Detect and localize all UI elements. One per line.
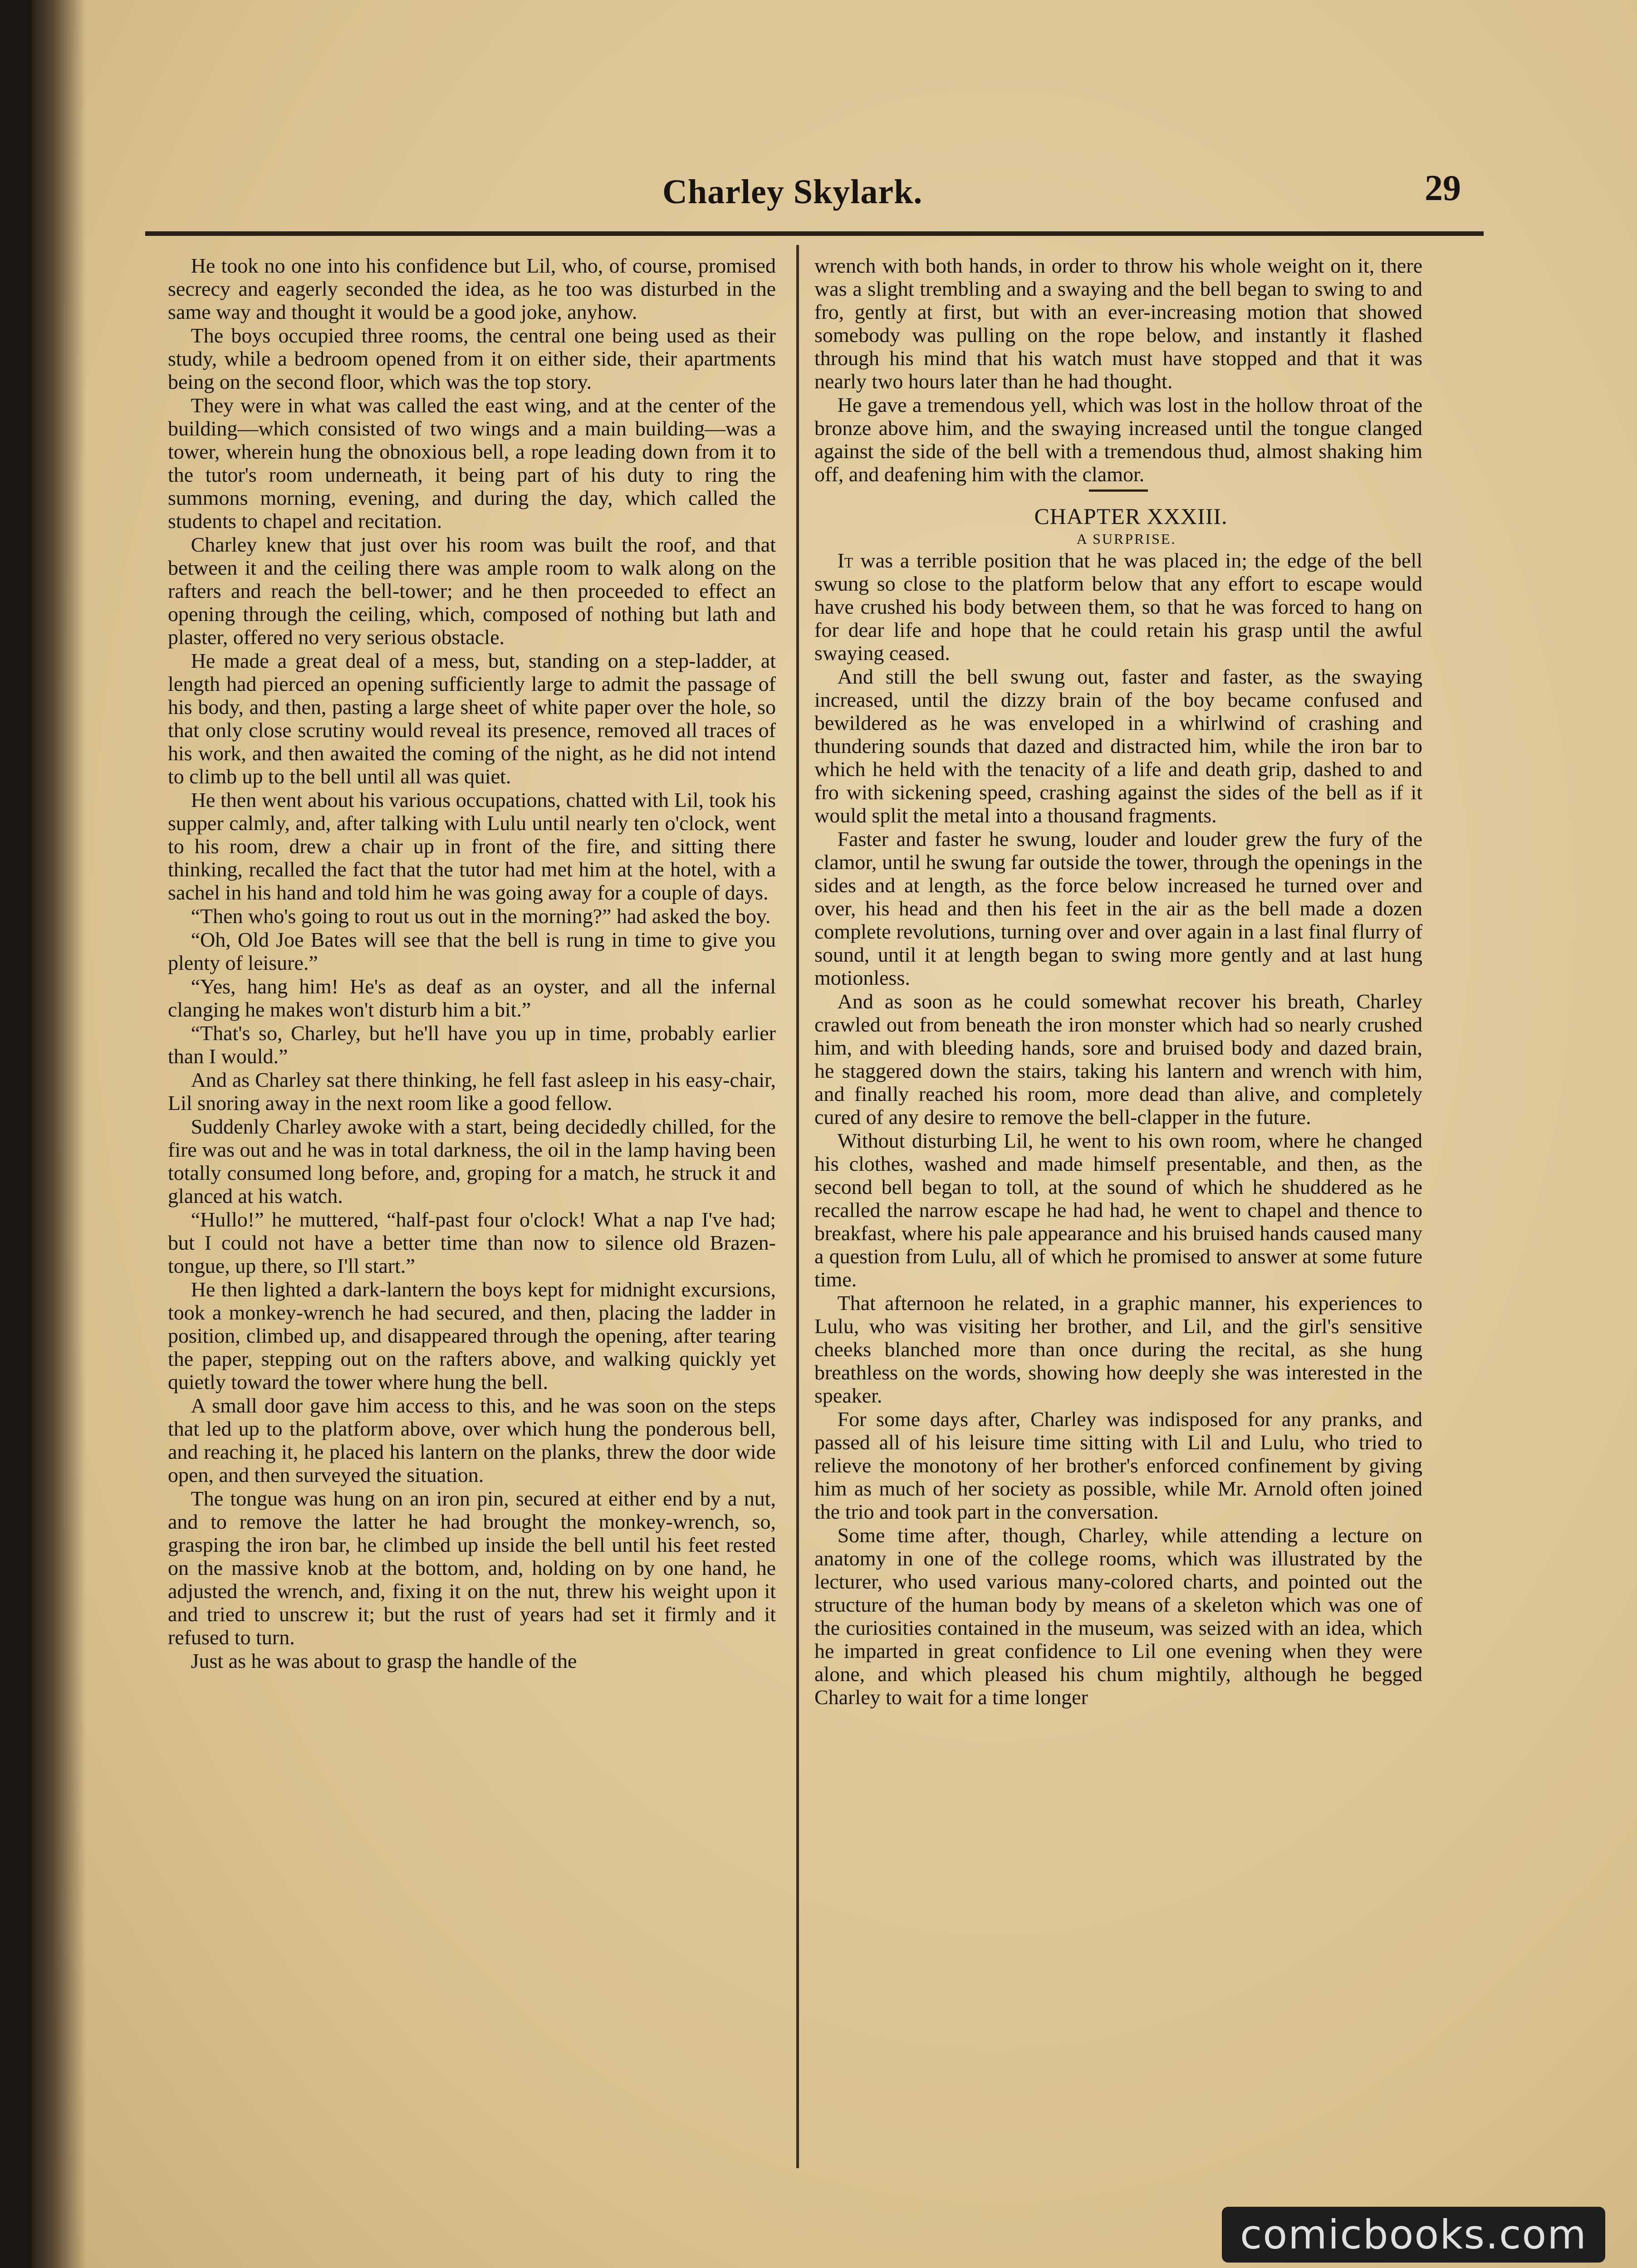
running-header (622, 168, 1529, 231)
paragraph: “Hullo!” he muttered, “half-past four o'clock! What a nap I've had; but I could not have a better time than now to silence old Brazen-tongue, up there, so I'll start.” (168, 1208, 776, 1277)
chapter-first-word: It (837, 549, 853, 572)
paragraph: They were in what was called the east wing, and at the center of the building—which consisted of two wings and a main building—was a tower, wherein hung the obnoxious bell, a rope leading down from it to the tutor's room underneath, it being part of his duty to ring the summons morning, evening, and during the day, which called the students to chapel and recitation. (168, 394, 776, 533)
paragraph: Faster and faster he swung, louder and louder grew the fury of the clamor, until he swung far outside the tower, through the openings in the sides and at length, as the force below increased he turned over and over, his head and then his feet in the air as the bell made a dozen complete revolutions, turning over and over again in a last final flurry of sound, until it at length began to swing more gently and at last hung motionless. (814, 827, 1422, 989)
paragraph: Some time after, though, Charley, while attending a lecture on anatomy in one of the college rooms, which was illustrated by the lecturer, who used various many-colored charts, and pointed out the structure of the human body by means of a skeleton which was one of the curiosities contained in the museum, was seized with an idea, which he imparted in great confidence to Lil one evening when they were alone, and which pleased his chum mightily, although he begged Charley to wait for a time longer (814, 1524, 1422, 1709)
page-number: 29 (1425, 168, 1461, 208)
paragraph: “Then who's going to rout us out in the morning?” had asked the boy. (191, 904, 771, 928)
page-title: Charley Skylark. (662, 173, 923, 211)
paragraph: The boys occupied three rooms, the central one being used as their study, while a bedroom opened from it on either side, their apartments being on the second floor, which was the top story. (168, 324, 776, 393)
paragraph: Without disturbing Lil, he went to his own room, where he changed his clothes, washed and made himself presentable, and then, as the second bell began to toll, at the sound of which he shuddered as he recalled the narrow escape he had had, he went to chapel and thence to breakfast, where his pale appearance and his bruised hands caused many a question from Lulu, all of which he promised to answer at some future time. (814, 1129, 1422, 1291)
header-rule (145, 231, 1484, 236)
paragraph: Just as he was about to grasp the handle of the (191, 1649, 577, 1672)
paragraph: And as Charley sat there thinking, he fell fast asleep in his easy-chair, Lil snoring away in the next room like a good fellow. (168, 1068, 776, 1114)
right-column (814, 254, 1422, 1709)
paragraph: “Oh, Old Joe Bates will see that the bell is rung in time to give you plenty of leisure.” (168, 928, 776, 974)
paragraph: Suddenly Charley awoke with a start, being decidedly chilled, for the fire was out and he was in total darkness, the oil in the lamp having been totally consumed long before, and, groping for a match, he struck it and glanced at his watch. (168, 1115, 776, 1207)
paragraph: Charley knew that just over his room was built the roof, and that between it and the ceiling there was ample room to walk along on the rafters and reach the bell-tower; and he then proceeded to effect an opening through the ceiling, which, composed of nothing but lath and plaster, offered no very serious obstacle. (168, 533, 776, 649)
paragraph: He gave a tremendous yell, which was lost in the hollow throat of the bronze above him, and the swaying increased until the tongue clanged against the side of the bell with a tremendous thud, almost shaking him off, and deafening him with the clamor. (814, 393, 1422, 486)
book-page (32, 0, 1637, 2268)
paragraph: He then lighted a dark-lantern the boys kept for midnight excursions, took a monkey-wrench he had secured, and then, placing the ladder in position, climbed up, and disappeared through the opening, after tearing the paper, stepping out on the rafters above, and walking quickly yet quietly toward the tower where hung the bell. (168, 1278, 776, 1393)
paragraph: That afternoon he related, in a graphic manner, his experiences to Lulu, who was visiting her brother, and Lil, and the girl's sensitive cheeks blanched more than once during the recital, as she hung breathless on the words, showing how deeply she was interested in the speaker. (814, 1291, 1422, 1407)
paragraph: A small door gave him access to this, and he was soon on the steps that led up to the platform above, over which hung the ponderous bell, and reaching it, he placed his lantern on the planks, threw the door wide open, and then surveyed the situation. (168, 1394, 776, 1486)
paragraph: And as soon as he could somewhat recover his breath, Charley crawled out from beneath the iron monster which had so nearly crushed him, and with bleeding hands, sore and bruised body and dazed brain, he staggered down the stairs, taking his lantern and wrench with him, and finally reached his room, more dead than alive, and completely cured of any desire to remove the bell-clapper in the future. (814, 990, 1422, 1129)
paragraph: “Yes, hang him! He's as deaf as an oyster, and all the infernal clanging he makes won't disturb him a bit.” (168, 975, 776, 1021)
left-column (168, 254, 776, 1673)
chapter-first-paragraph (814, 549, 1422, 665)
chapter-first-paragraph-text: was a terrible position that he was placed in; the edge of the bell swung so close to the platform below that any effort to escape would have crushed his body between them, so that he was forced to hang on for dear life and hope that he could retain his grasp until the awful swaying ceased. (814, 549, 1422, 665)
paragraph: wrench with both hands, in order to throw his whole weight on it, there was a slight trembling and a swaying and the bell began to swing to and fro, gently at first, but with an ever-increasing motion that showed somebody was pulling on the rope below, and instantly it flashed through his mind that his watch must have stopped and that it was nearly two hours later than he had thought. (814, 254, 1422, 393)
column-divider (796, 245, 799, 2168)
paragraph: He made a great deal of a mess, but, standing on a step-ladder, at length had pierced an opening sufficiently large to admit the passage of his body, and then, pasting a large sheet of white paper over the hole, so that only close scrutiny would reveal its presence, removed all traces of his work, and then awaited the coming of the night, as he did not intend to climb up to the bell until all was quiet. (168, 649, 776, 788)
book-spine-shadow (32, 0, 86, 2268)
chapter-title: CHAPTER XXXIII. (1034, 503, 1228, 529)
paragraph: He took no one into his confidence but Lil, who, of course, promised secrecy and eagerly seconded the idea, as he too was disturbed in the same way and thought it would be a good joke, anyhow. (168, 254, 776, 323)
watermark-logo: comicbooks.com (1222, 2207, 1605, 2263)
paragraph: The tongue was hung on an iron pin, secured at either end by a nut, and to remove the latter he had brought the monkey-wrench, so, grasping the iron bar, he climbed up inside the bell until his feet rested on the massive knob at the bottom, and, holding on by one hand, he adjusted the wrench, and, fixing it on the nut, threw his weight upon it and tried to unscrew it; but the rust of years had set it firmly and it refused to turn. (168, 1487, 776, 1649)
paragraph: He then went about his various occupations, chatted with Lil, took his supper calmly, and, after talking with Lulu until nearly ten o'clock, went to his room, drew a chair up in front of the fire, and sitting there thinking, recalled the fact that the tutor had met him at the hotel, with a sachel in his hand and told him he was going away for a couple of days. (168, 788, 776, 904)
paragraph: And still the bell swung out, faster and faster, as the swaying increased, until the dizzy brain of the boy became confused and bewildered as he was enveloped in a whirlwind of crashing and thundering sounds that dazed and distracted him, while the iron bar to which he held with the tenacity of a life and death grip, dashed to and fro with sickening speed, crashing against the sides of the bell as if it would split the metal into a thousand fragments. (814, 665, 1422, 827)
chapter-subtitle: A SURPRISE. (1076, 531, 1176, 547)
paragraph: “That's so, Charley, but he'll have you up in time, probably earlier than I would.” (168, 1022, 776, 1068)
chapter-rule (1089, 489, 1148, 492)
paragraph: For some days after, Charley was indisposed for any pranks, and passed all of his leisure time sitting with Lil and Lulu, who tried to relieve the monotony of her brother's enforced confinement by giving him as much of her society as possible, while Mr. Arnold often joined the trio and took part in the conversation. (814, 1408, 1422, 1523)
